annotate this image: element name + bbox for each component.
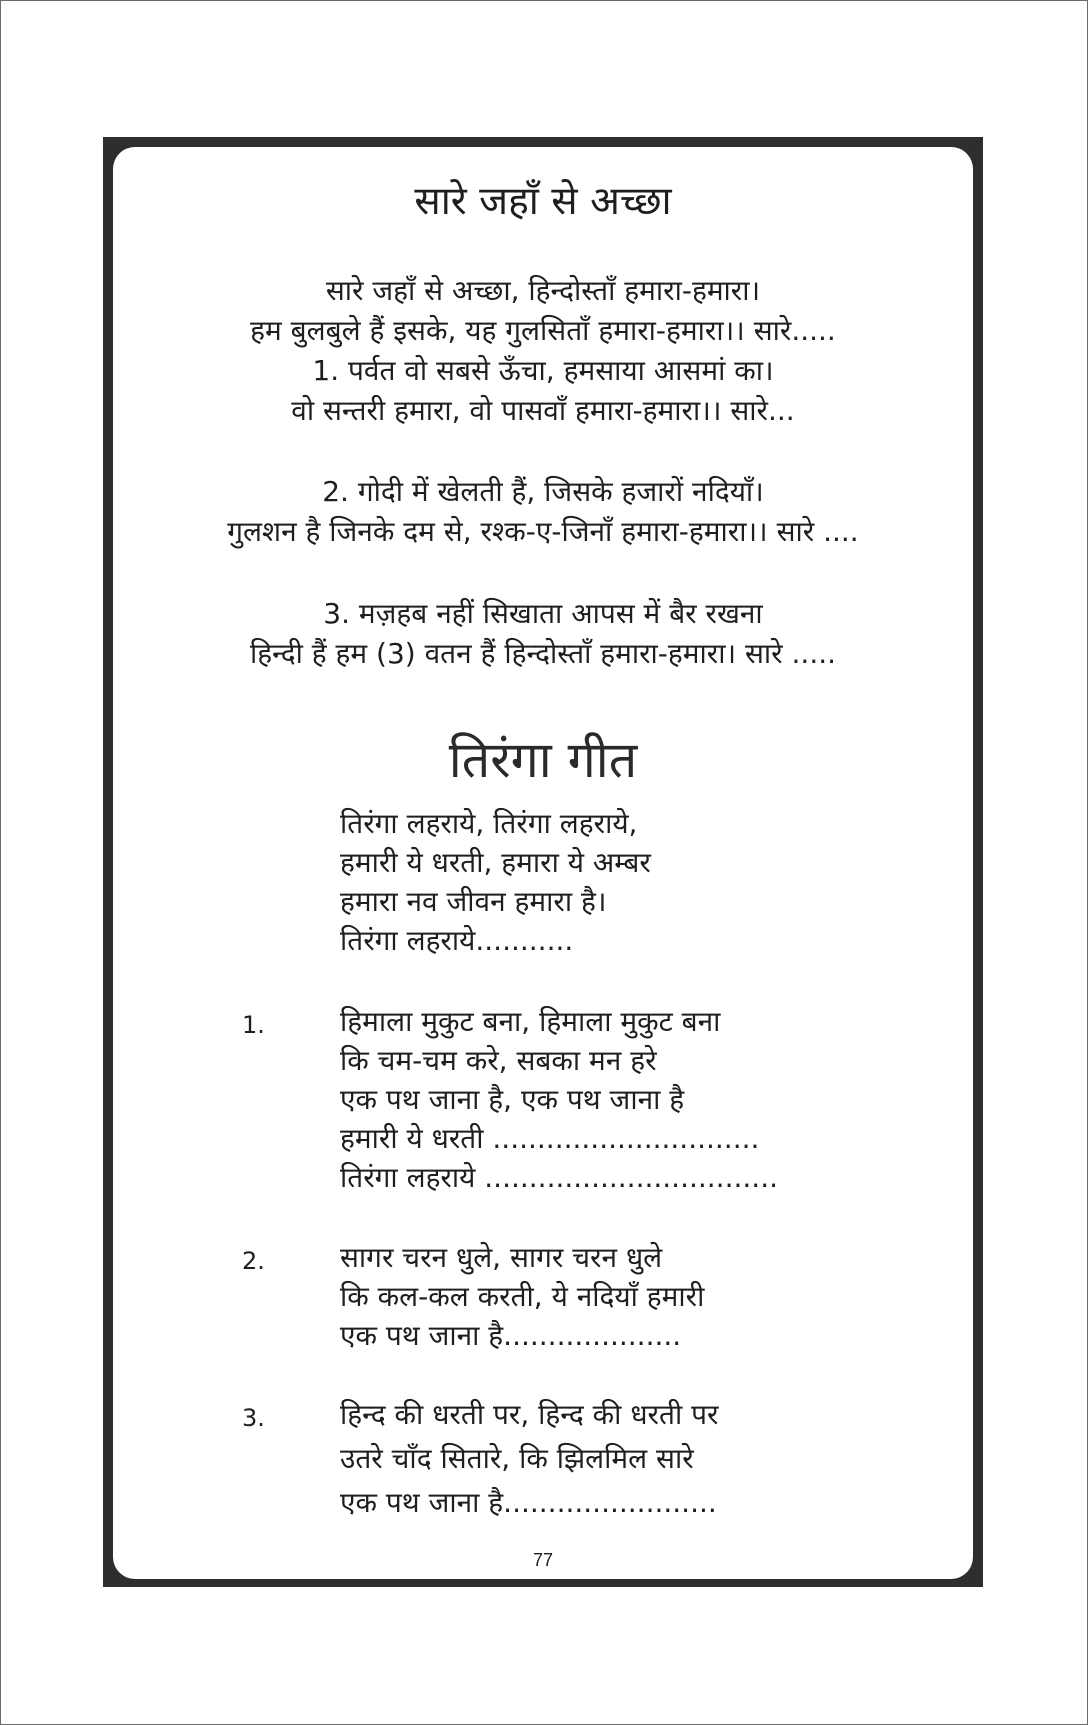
song2-title: तिरंगा गीत <box>448 731 638 789</box>
song1-verse1-line-2: वो सन्तरी हमारा, वो पासवाँ हमारा-हमारा।। सारे... <box>291 394 795 427</box>
song2-verse3-line-2: उतरे चाँद सितारे, कि झिलमिल सारे <box>340 1442 694 1475</box>
song1-title: सारे जहाँ से अच्छा <box>414 179 672 224</box>
song2-verse1-line-3: एक पथ जाना है, एक पथ जाना है <box>340 1083 685 1116</box>
song2-verse1-line-4: हमारी ये धरती .............................. <box>340 1122 760 1155</box>
song1-verse2-line-1: 2. गोदी में खेलती हैं, जिसके हजारों नदियाँ। <box>322 475 764 508</box>
song2-verse2-number: 2. <box>242 1247 265 1275</box>
song2-verse1-line-5: तिरंगा लहराये ................................. <box>340 1161 778 1194</box>
song2-verse1-number: 1. <box>242 1011 265 1039</box>
song1-verse2-line-2: गुलशन है जिनके दम से, रश्क-ए-जिनाँ हमारा-हमारा।। सारे .... <box>227 515 859 548</box>
song2-verse3-line-1: हिन्द की धरती पर, हिन्द की धरती पर <box>340 1398 719 1431</box>
song1-chorus-line-2: हम बुलबुले हैं इसके, यह गुलसिताँ हमारा-हमारा।। सारे..... <box>250 314 836 347</box>
song1-verse3-line-1: 3. मज़हब नहीं सिखाता आपस में बैर रखना <box>323 597 763 630</box>
page-number: 77 <box>532 1550 554 1570</box>
song2-verse2-line-2: कि कल-कल करती, ये नदियाँ हमारी <box>340 1280 705 1313</box>
song1-chorus-line-1: सारे जहाँ से अच्छा, हिन्दोस्ताँ हमारा-हमारा। <box>325 274 761 307</box>
song1-verse1-line-1: 1. पर्वत वो सबसे ऊँचा, हमसाया आसमां का। <box>312 354 774 387</box>
song2-chorus-line-4: तिरंगा लहराये........... <box>340 924 574 957</box>
song2-verse3-line-3: एक पथ जाना है........................ <box>340 1486 717 1519</box>
song2-chorus-line-1: तिरंगा लहराये, तिरंगा लहराये, <box>340 807 638 840</box>
song2-verse1-line-1: हिमाला मुकुट बना, हिमाला मुकुट बना <box>340 1005 721 1038</box>
song2-verse2-line-1: सागर चरन धुले, सागर चरन धुले <box>340 1241 663 1274</box>
song2-chorus-line-2: हमारी ये धरती, हमारा ये अम्बर <box>340 846 651 879</box>
song2-chorus-line-3: हमारा नव जीवन हमारा है। <box>340 885 607 918</box>
song2-verse2-line-3: एक पथ जाना है.................... <box>340 1319 682 1352</box>
song2-verse1-line-2: कि चम-चम करे, सबका मन हरे <box>340 1044 657 1077</box>
song2-verse3-number: 3. <box>242 1404 265 1432</box>
song1-verse3-line-2: हिन्दी हैं हम (3) वतन हैं हिन्दोस्ताँ हमारा-हमारा। सारे ..... <box>249 637 837 670</box>
